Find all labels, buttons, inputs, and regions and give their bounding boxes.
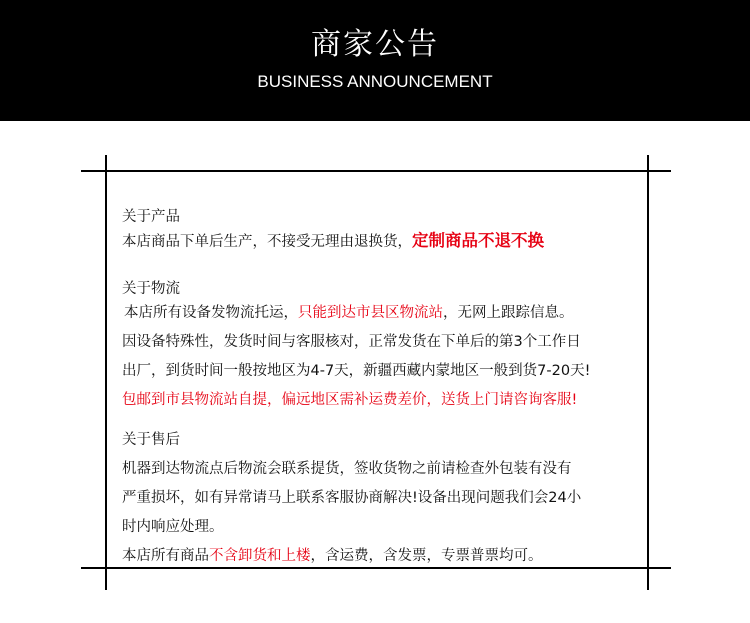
logistics-line-1 (122, 301, 642, 325)
aftersale-text-a: 本店所有商品 (122, 548, 209, 564)
section-title-product: 关于产品 (122, 209, 180, 225)
aftersale-highlight: 不含卸货和上楼 (209, 548, 311, 564)
logistics-line-4: 包邮到市县物流站自提，偏远地区需补运费差价，送货上门请咨询客服! (122, 392, 578, 408)
announcement-content (122, 205, 642, 568)
announcement-header (0, 0, 750, 121)
aftersale-line-3: 时内响应处理。 (122, 519, 224, 535)
aftersale-line-4 (122, 544, 642, 568)
frame-line-left (105, 155, 107, 590)
logistics-text-b: ，无网上跟踪信息。 (443, 305, 574, 321)
logistics-line-2: 因设备特殊性，发货时间与客服核对，正常发货在下单后的第3个工作日 (122, 334, 581, 350)
product-text: 本店商品下单后生产，不接受无理由退换货， (122, 234, 412, 250)
section-title-aftersale: 关于售后 (122, 432, 180, 448)
logistics-line-3: 出厂，到货时间一般按地区为4-7天，新疆西藏内蒙地区一般到货7-20天! (122, 363, 591, 379)
logistics-text-a: 本店所有设备发物流托运， (124, 305, 298, 321)
section-title-logistics: 关于物流 (122, 281, 180, 297)
page-subtitle: BUSINESS ANNOUNCEMENT (257, 72, 493, 91)
product-highlight: 定制商品不退不换 (412, 231, 544, 250)
frame-line-right (647, 155, 649, 590)
aftersale-text-b: ，含运费，含发票，专票普票均可。 (310, 548, 543, 564)
logistics-highlight: 只能到达市县区物流站 (298, 305, 443, 321)
frame-line-top (81, 170, 671, 172)
aftersale-line-1: 机器到达物流点后物流会联系提货，签收货物之前请检查外包装有没有 (122, 461, 572, 477)
product-notice (122, 229, 642, 254)
page-title: 商家公告 (311, 27, 439, 62)
aftersale-line-2: 严重损坏，如有异常请马上联系客服协商解决!设备出现问题我们会24小 (122, 490, 582, 506)
